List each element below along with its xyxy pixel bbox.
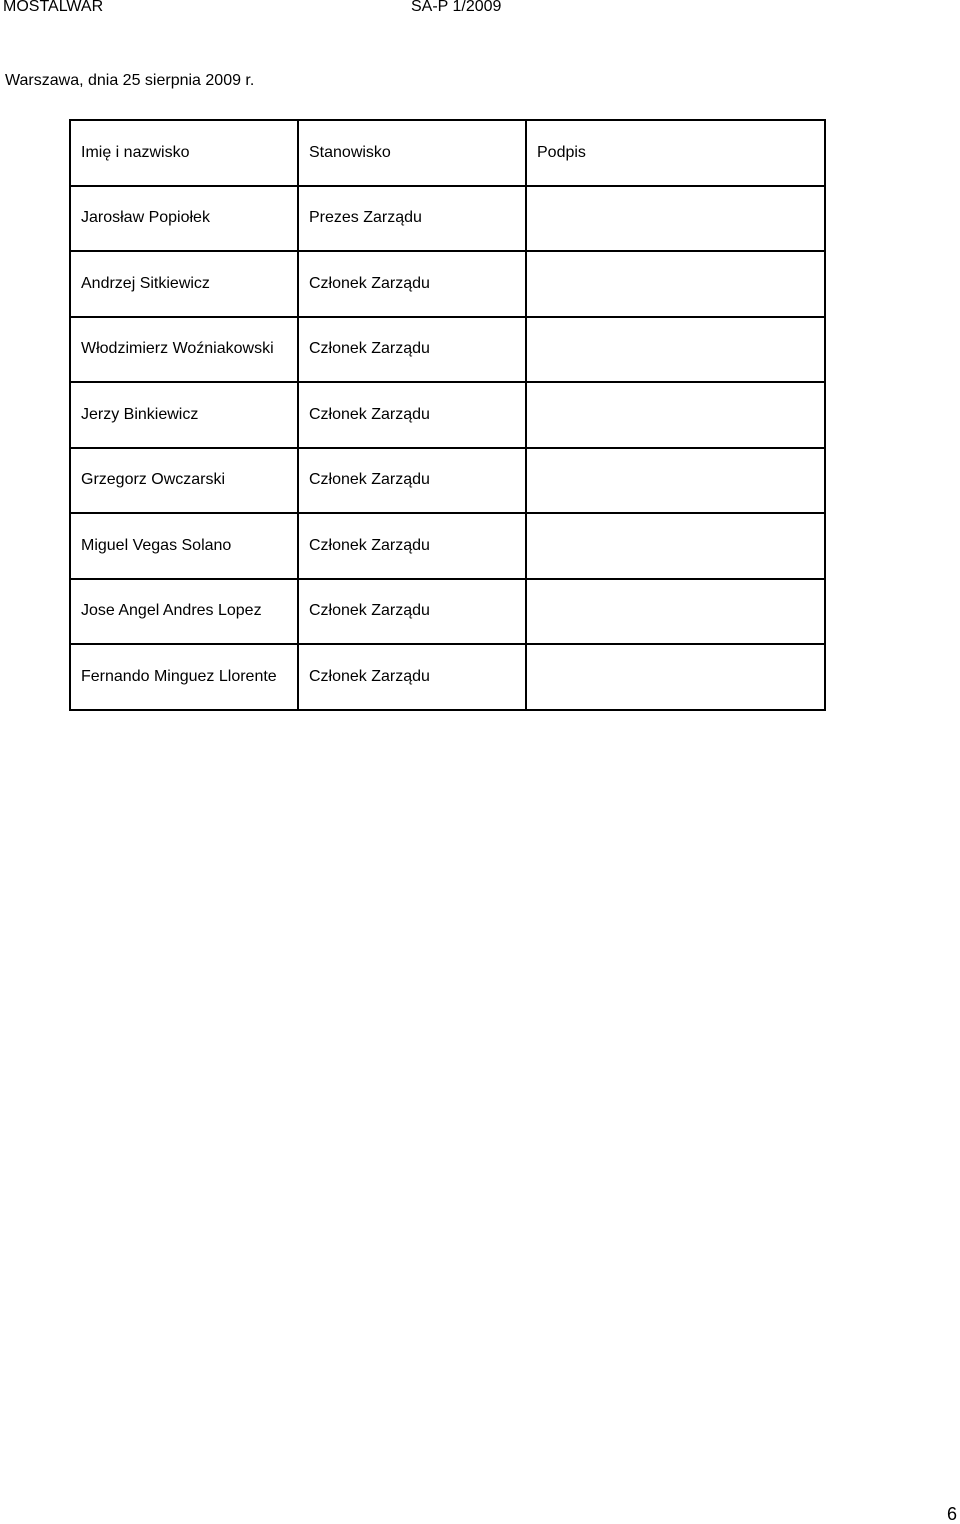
document-reference: SA-P 1/2009 (411, 0, 502, 15)
cell-position: Członek Zarządu (298, 251, 526, 317)
cell-position: Członek Zarządu (298, 448, 526, 514)
cell-name: Fernando Minguez Llorente (70, 644, 298, 710)
cell-signature[interactable] (526, 382, 825, 448)
cell-position: Członek Zarządu (298, 513, 526, 579)
table-row (70, 513, 825, 579)
signature-table (69, 119, 826, 711)
cell-position: Członek Zarządu (298, 317, 526, 383)
cell-position: Członek Zarządu (298, 644, 526, 710)
cell-signature[interactable] (526, 579, 825, 645)
cell-signature[interactable] (526, 317, 825, 383)
company-name: MOSTALWAR (3, 0, 104, 15)
table-row (70, 186, 825, 252)
cell-position: Członek Zarządu (298, 579, 526, 645)
table-row (70, 448, 825, 514)
cell-signature[interactable] (526, 448, 825, 514)
cell-signature[interactable] (526, 644, 825, 710)
cell-signature[interactable] (526, 513, 825, 579)
column-header-name: Imię i nazwisko (70, 120, 298, 186)
table-row (70, 579, 825, 645)
cell-name: Włodzimierz Woźniakowski (70, 317, 298, 383)
cell-name: Grzegorz Owczarski (70, 448, 298, 514)
column-header-signature: Podpis (526, 120, 825, 186)
date-line: Warszawa, dnia 25 sierpnia 2009 r. (5, 72, 255, 89)
table-row (70, 382, 825, 448)
table-row (70, 644, 825, 710)
table-row (70, 317, 825, 383)
cell-signature[interactable] (526, 186, 825, 252)
cell-position: Prezes Zarządu (298, 186, 526, 252)
cell-name: Miguel Vegas Solano (70, 513, 298, 579)
table-row (70, 251, 825, 317)
cell-name: Andrzej Sitkiewicz (70, 251, 298, 317)
cell-name: Jose Angel Andres Lopez (70, 579, 298, 645)
cell-position: Członek Zarządu (298, 382, 526, 448)
cell-name: Jerzy Binkiewicz (70, 382, 298, 448)
table-header-row (70, 120, 825, 186)
cell-signature[interactable] (526, 251, 825, 317)
page-number: 6 (946, 1504, 957, 1524)
cell-name: Jarosław Popiołek (70, 186, 298, 252)
column-header-position: Stanowisko (298, 120, 526, 186)
